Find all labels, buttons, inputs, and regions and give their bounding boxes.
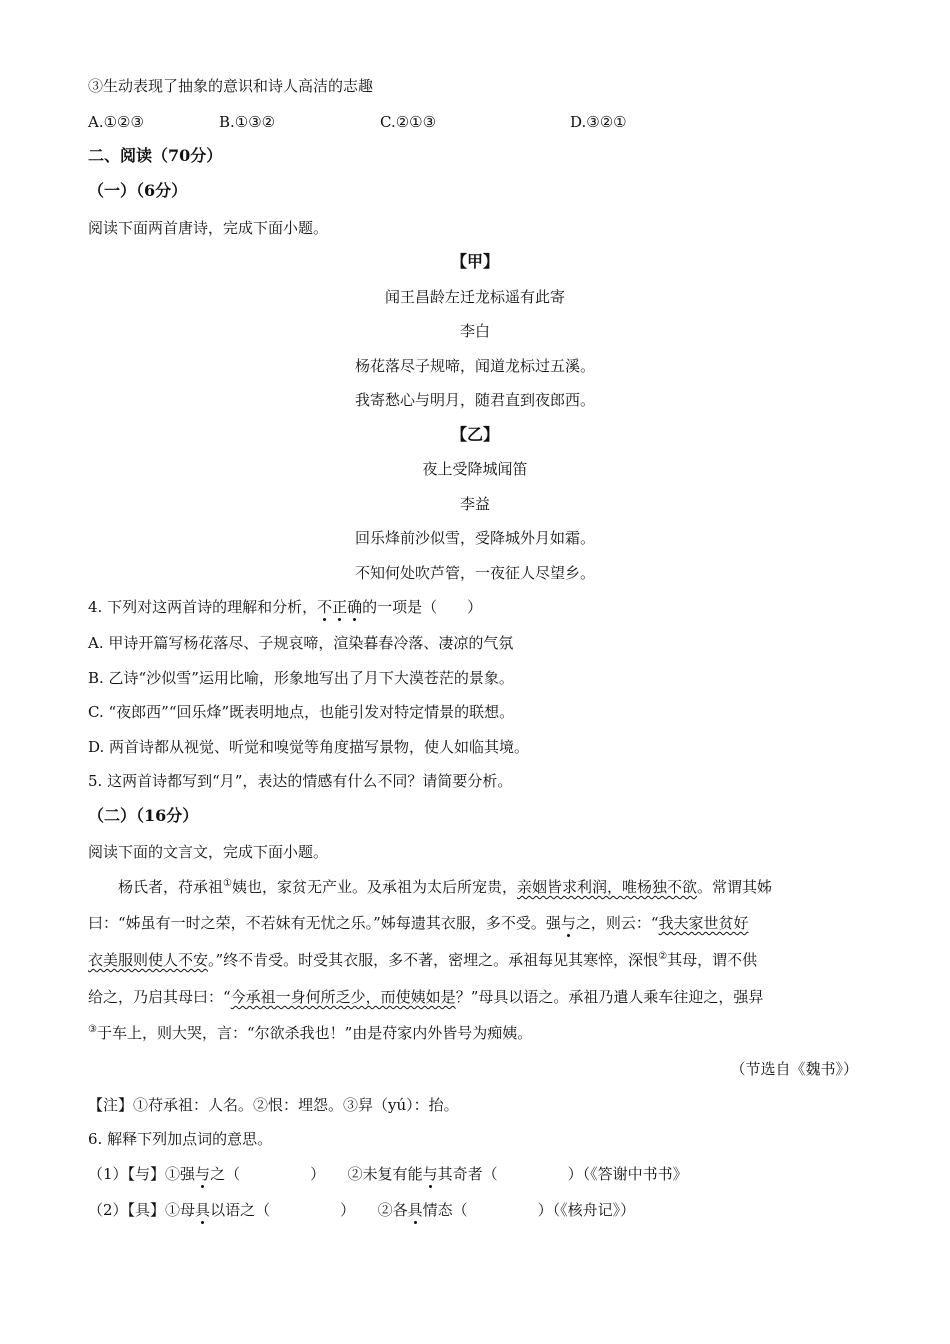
- passage-text: 之，则云：“: [575, 914, 659, 932]
- passage-text: 杨氏者，苻承祖: [118, 878, 224, 896]
- q5-stem: 5. 这两首诗都写到“月”，表达的情感有什么不同？请简要分析。: [88, 772, 513, 790]
- passage-line-5: [88, 1023, 532, 1043]
- poem-yi-line-2: 不知何处吹芦管，一夜征人尽望乡。: [354, 564, 595, 582]
- q6-text: （2）【具】①母: [88, 1201, 196, 1219]
- passage-text: 曰：“姊虽有一时之荣，不若妹有无忧之乐。”姊每遗其衣服，多不受。强: [88, 914, 561, 932]
- passage-notes: 【注】①苻承祖：人名。②恨：埋怨。③舁（yú）：抬。: [88, 1096, 459, 1114]
- q4-option-b: B. 乙诗“沙似雪”运用比喻，形象地写出了月下大漠苍茫的景象。: [88, 669, 514, 687]
- choice-c: C.②①③: [380, 113, 437, 131]
- passage-text: 给之，乃启其母曰：“: [88, 988, 231, 1006]
- q4-stem: [88, 597, 482, 617]
- poem-jia-title: 闻王昌龄左迁龙标遥有此寄: [384, 288, 565, 306]
- q6-text: 以语之（: [210, 1201, 271, 1219]
- poem-yi-tag: 【乙】: [450, 425, 499, 444]
- note-marker: ①: [223, 878, 232, 889]
- passage-line-4: [88, 987, 763, 1007]
- q6-stem: 6. 解释下列加点词的意思。: [88, 1130, 273, 1148]
- part-2-title: （二）（16分）: [88, 806, 199, 825]
- q4-stem-end: 的一项是（ ）: [362, 598, 483, 616]
- poem-yi-title: 夜上受降城闻笛: [422, 460, 528, 478]
- underlined-sentence: 亲姻皆求利润，唯杨独不欲: [517, 878, 698, 896]
- q6-text: ）（《答谢中书书》: [567, 1165, 688, 1183]
- note-marker: ③: [88, 1024, 97, 1035]
- q4-option-c: C. “夜郎西”“回乐烽”既表明地点，也能引发对特定情景的联想。: [88, 703, 515, 721]
- passage-text: 。”终不肯受。时受其衣服，多不著，密埋之。承祖每见其寒悴，深恨: [208, 951, 659, 969]
- poem-jia-tag: 【甲】: [450, 252, 499, 271]
- poem-yi-author: 李益: [459, 495, 490, 513]
- part-2-intro: 阅读下面的文言文，完成下面小题。: [88, 843, 329, 861]
- q4-stem-text: 4. 下列对这两首诗的理解和分析，: [88, 598, 318, 616]
- q4-option-a: A. 甲诗开篇写杨花落尽、子规哀啼，渲染暮春冷落、凄凉的气氛: [88, 634, 514, 652]
- dotted-char: 与: [560, 914, 576, 932]
- q6-row-2: [88, 1200, 635, 1220]
- dotted-char: 与: [195, 1165, 211, 1183]
- q4-dotted-char: 确: [347, 598, 363, 616]
- q6-text: 情态（: [422, 1201, 468, 1219]
- q6-text: （1）【与】①强: [88, 1165, 196, 1183]
- underlined-sentence: 衣美服则使人不安: [88, 951, 209, 969]
- passage-line-2: [88, 913, 749, 933]
- passage-line-3: [88, 950, 757, 970]
- note-marker: ②: [658, 951, 668, 962]
- q6-text: 之（: [210, 1165, 241, 1183]
- poem-jia-author: 李白: [459, 322, 490, 340]
- passage-text: ？”母具以语之。承祖乃遣人乘车往迎之，强舁: [455, 988, 764, 1006]
- choice-a: A.①②③: [88, 113, 144, 131]
- choice-b: B.①③②: [219, 113, 276, 131]
- passage-text: 。常谓其姊: [697, 878, 773, 896]
- poem-jia-line-1: 杨花落尽子规啼，闻道龙标过五溪。: [354, 357, 595, 375]
- q6-text: ）（《核舟记》）: [537, 1201, 636, 1219]
- q4-dotted-char: 正: [332, 598, 348, 616]
- part-1-title: （一）（6分）: [88, 181, 188, 200]
- passage-text: 其母，谓不供: [667, 951, 758, 969]
- passage-text: 姨也，家贫无产业。及承祖为太后所宠贵，: [231, 878, 517, 896]
- q4-dotted-char: 不: [317, 598, 333, 616]
- dotted-char: 具: [195, 1201, 211, 1219]
- q6-text: ） ②各: [340, 1201, 408, 1219]
- q6-row-1: [88, 1164, 688, 1184]
- poem-jia-line-2: 我寄愁心与明月，随君直到夜郎西。: [354, 391, 595, 409]
- passage-text: 于车上，则大哭，言：“尔欲杀我也！”由是苻家内外皆号为痴姨。: [96, 1024, 533, 1042]
- q3-option-3: ③生动表现了抽象的意识和诗人高洁的志趣: [88, 77, 374, 95]
- q4-option-d: D. 两首诗都从视觉、听觉和嗅觉等角度描写景物，使人如临其境。: [88, 738, 530, 756]
- part-1-intro: 阅读下面两首唐诗，完成下面小题。: [88, 219, 329, 237]
- underlined-sentence: 我夫家世贫好: [658, 914, 749, 932]
- q6-text: 其奇者（: [437, 1165, 498, 1183]
- passage-source: （节选自《魏书》）: [730, 1060, 858, 1078]
- underlined-sentence: 今承祖一身何所乏少，而使姨如是: [230, 988, 456, 1006]
- dotted-char: 与: [422, 1165, 438, 1183]
- poem-yi-line-1: 回乐烽前沙似雪，受降城外月如霜。: [354, 529, 595, 547]
- choice-d: D.③②①: [570, 113, 627, 131]
- passage-line-1: [118, 877, 772, 897]
- section-2-title: 二、阅读（70分）: [88, 146, 223, 165]
- dotted-char: 具: [407, 1201, 423, 1219]
- q6-text: ） ②未复有能: [310, 1165, 423, 1183]
